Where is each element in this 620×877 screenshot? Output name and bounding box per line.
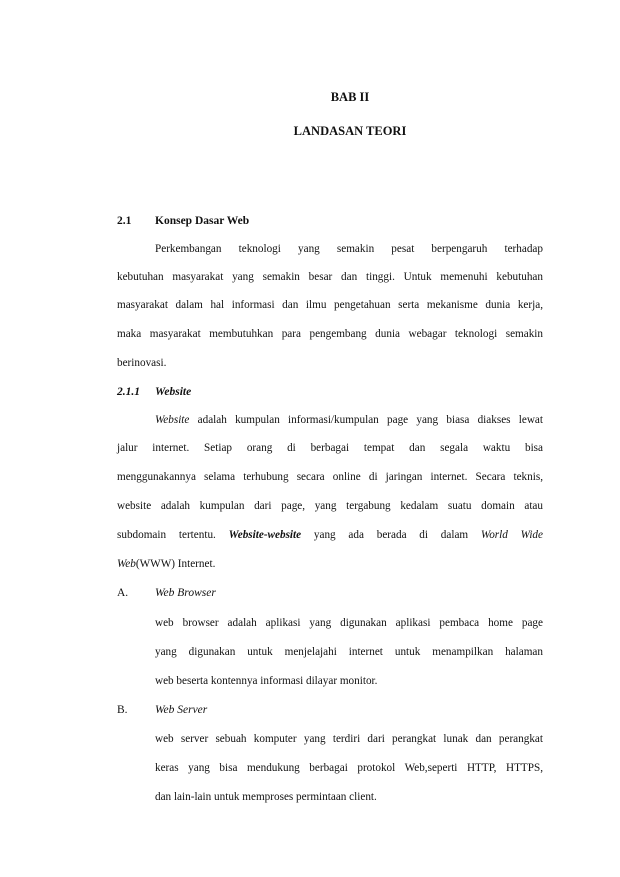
chapter-title: LANDASAN TEORI — [293, 124, 407, 138]
subsection-title: Web Browser — [155, 587, 216, 599]
paragraph-2-line-4: website adalah kumpulan dari page, yang tergabung kedalam suatu domain atau — [117, 500, 543, 512]
paragraph-1-line-1: Perkembangan teknologi yang semakin pesat berpengaruh terhadap — [155, 243, 543, 255]
paragraph-1-line-2: kebutuhan masyarakat yang semakin besar dan tinggi. Untuk memenuhi kebutuhan — [117, 271, 543, 283]
subsection-b-line-2: keras yang bisa mendukung berbagai protokol Web,seperti HTTP, HTTPS, — [155, 762, 543, 774]
paragraph-2-line-3: menggunakannya selama terhubung secara online di jaringan internet. Secara teknis, — [117, 471, 543, 483]
subsection-title: Web Server — [155, 704, 208, 716]
paragraph-2-line-6: Web(WWW) Internet. — [117, 558, 216, 570]
section-number: 2.1 — [117, 215, 132, 227]
section-2-1-heading — [117, 215, 249, 227]
emphasis-text: Website-website — [228, 529, 302, 541]
paragraph-1-line-5: berinovasi. — [117, 357, 167, 369]
subsection-a-line-1: web browser adalah aplikasi yang digunakan aplikasi pembaca home page — [155, 617, 543, 629]
section-2-1-1-heading — [117, 386, 191, 398]
emphasis-text: Website — [155, 414, 190, 426]
chapter-number: BAB II — [330, 90, 370, 104]
paragraph-2-line-2: jalur internet. Setiap orang di berbagai tempat dan segala waktu bisa — [117, 442, 543, 454]
section-title: Konsep Dasar Web — [155, 215, 250, 227]
paragraph-1-line-3: masyarakat dalam hal informasi dan ilmu pengetahuan serta mekanisme dunia kerja, — [117, 299, 543, 311]
paragraph-1-line-4: maka masyarakat membutuhkan para pengembang dunia webagar teknologi semakin — [117, 328, 543, 340]
paragraph-2-line-5: subdomain tertentu. Website-website yang ada berada di dalam World Wide — [117, 529, 543, 541]
emphasis-text: Web — [117, 558, 136, 570]
subsection-b-heading — [117, 704, 207, 716]
subsection-a-heading — [117, 587, 216, 599]
paragraph-2-line-1: Website adalah kumpulan informasi/kumpulan page yang biasa diakses lewat — [155, 414, 543, 426]
subsection-b-line-3: dan lain-lain untuk memproses permintaan client. — [155, 791, 377, 803]
list-letter: A. — [117, 587, 129, 599]
section-number: 2.1.1 — [117, 386, 140, 398]
subsection-b-line-1: web server sebuah komputer yang terdiri dari perangkat lunak dan perangkat — [155, 733, 543, 745]
subsection-a-line-3: web beserta kontennya informasi dilayar monitor. — [155, 675, 378, 687]
emphasis-text: World Wide — [480, 529, 543, 541]
list-letter: B. — [117, 704, 128, 716]
section-title: Website — [155, 386, 192, 398]
subsection-a-line-2: yang digunakan untuk menjelajahi internet untuk menampilkan halaman — [155, 646, 543, 658]
